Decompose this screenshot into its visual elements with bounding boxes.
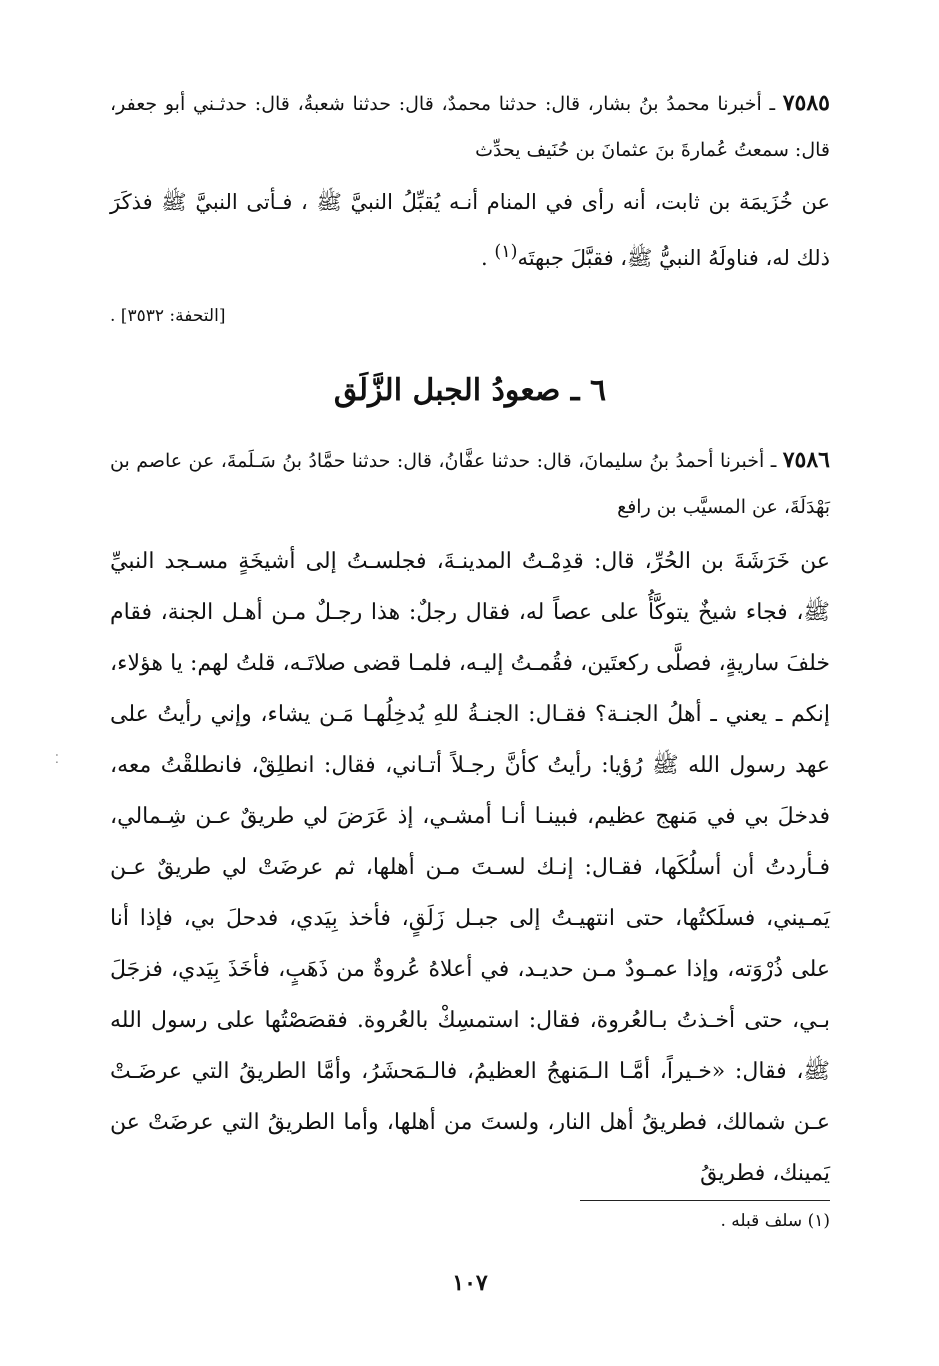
chapter-title: ٦ ـ صعودُ الجبل الزَّلَق (333, 373, 607, 408)
hadith-number: ٧٥٨٦ (782, 447, 830, 473)
footnote-divider (580, 1200, 830, 1201)
matn-end: . (481, 246, 495, 270)
isnad-text: ـ أخبرنا أحمدُ بنُ سليمانَ، قال: حدثنا عفَّانُ، قال: حدثنا حمَّادُ بنُ سَـلَمةَ، عن عاصم بن بَهْدَلَةَ، عن المسيَّب بن رافع (110, 450, 830, 518)
book-page (110, 80, 830, 1330)
tuhfa-reference: [التحفة: ٣٥٣٢] . (110, 306, 226, 326)
margin-mark: ⁚ (55, 752, 59, 766)
hadith-7586-isnad (110, 437, 830, 530)
footnote-text: سلف قبله . (720, 1211, 803, 1231)
footnote-marker: (١) (807, 1211, 830, 1231)
hadith-7585-isnad (110, 80, 830, 173)
footnote-ref: (١) (494, 242, 518, 262)
hadith-7585-matn (110, 177, 830, 283)
hadith-number: ٧٥٨٥ (782, 90, 830, 116)
hadith-7586-matn: عن خَرَشَةَ بن الحُرِّ، قال: قدِمْـتُ المدينـةَ، فجلسـتُ إلى أشيخَةٍ مسـجد النبيِّ ﷺ، فجاء شيخٌ يتوكَّأُ على عصاً له، فقال رجلٌ: هذا رجـلٌ مـن أهـل الجنة، فقام خلفَ ساريةٍ، فصلَّى ركعتَين، فقُمـتُ إليـه، فلمـا قضى صلاتَـه، قلتُ لهم: يا هؤلاء، إنكم ـ يعني ـ أهلُ الجنـة؟ فقـال: الجنـةُ للهِ يُدخِلُهـا مَـن يشاء، وإني رأيتُ على عهد رسول الله ﷺ رُؤيا: رأيتُ كأنَّ رجـلاً أتـاني، فقال: انطلِقْ، فانطلقْتُ معه، فدخلَ بي في مَنهج عظيم، فبينـا أنـا أمشـي، إذ عَرَضَ لي طريقٌ عـن شِـمالي، فـأردتُ أن أسلُكَها، فقـال: إنـك لسـتَ مـن أهلها، ثم عرضَتْ لي طريقٌ عـن يَمـيني، فسلَكتُها، حتى انتهيـتُ إلى جبـل زَلَقٍ، فأخذ بِيَدي، فدحلَ بي، فإذا أنا على ذُرْوَته، وإذا عمـودٌ مـن حديـد، في أعلاهُ عُروةٌ من ذَهَبٍ، فأخَذَ بِيَدي، فزجَلَ بـي، حتى أخـذتُ بـالعُروة، فقال: استمسِكْ بالعُروة. فقصَصْتُها على رسول الله ﷺ، فقال: «خـيراً، أمَّـا الـمَنهجُ العظيمُ، فالـمَحشَرُ، وأمَّا الطريقُ التي عرضَـتْ عـن شمالك، فطريقُ أهل النار، ولستَ من أهلها، وأما الطريقُ التي عرضَتْ عن يَمينك، فطريقُ (110, 549, 830, 1186)
footnote (720, 1206, 830, 1236)
matn-text: عن خُزَيمَة بن ثابت، أنه رأى في المنام أنـه يُقبِّلُ النبيَّ ﷺ ، فـأتى النبيَّ ﷺ فذكَرَ ذلك له، فناولَهُ النبيُّ ﷺ، فقبَّلَ جبهتَه (110, 190, 830, 270)
page-number: ١٠٧ (452, 1270, 488, 1296)
isnad-text: ـ أخبرنا محمدُ بنُ بشار، قال: حدثنا محمدٌ، قال: حدثنا شعبةُ، قال: حدثـني أبو جعفر، قال: سمعتُ عُمارةَ بنَ عثمانَ بن حُنَيف يحدِّث (110, 93, 830, 161)
